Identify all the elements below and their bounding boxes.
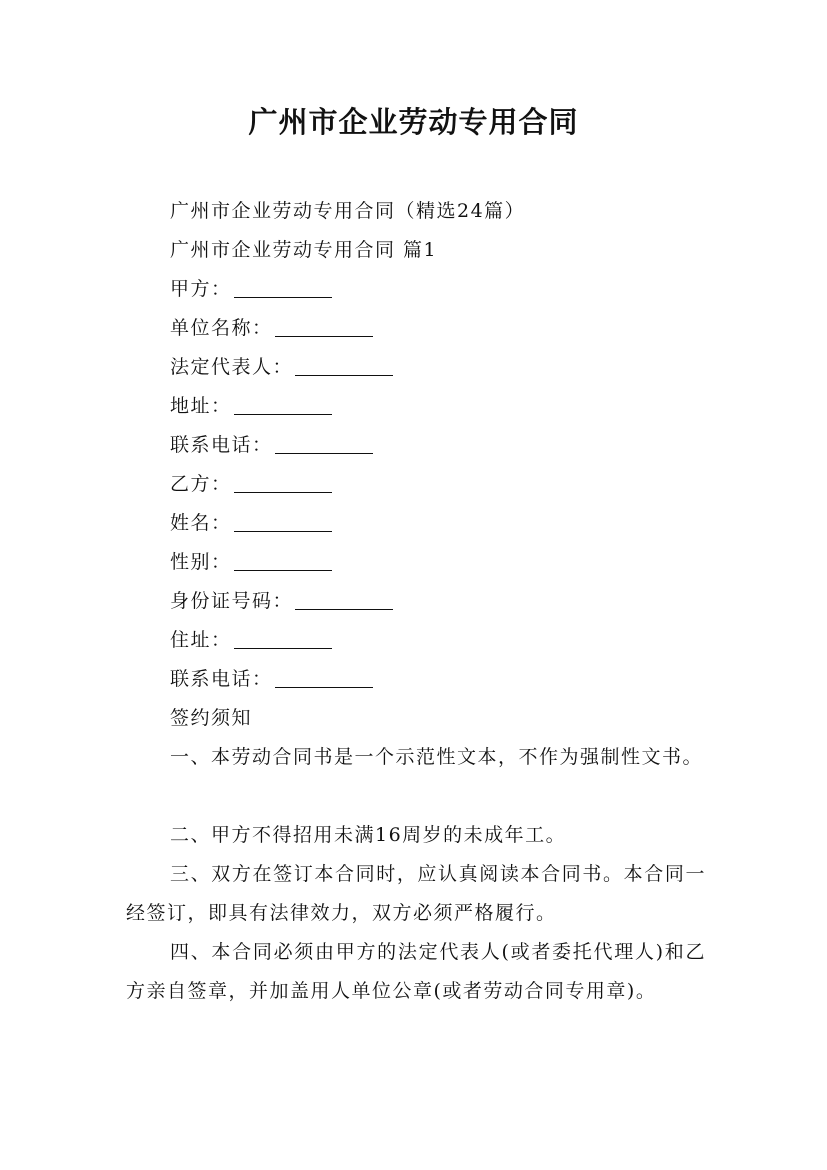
party-b-phone-label: 联系电话： — [170, 668, 273, 690]
fill-blank — [275, 318, 373, 337]
unit-name-field — [170, 314, 373, 342]
notice-item: 四、本合同必须由甲方的法定代表人(或者委托代理人)和乙方亲自签章，并加盖用人单位公章(或者劳动合同专用章)。 — [126, 941, 706, 1002]
legal-rep-field — [170, 353, 393, 381]
gender-label: 性别： — [170, 551, 232, 573]
fill-blank — [275, 435, 373, 454]
party-b-address-field — [170, 626, 332, 654]
fill-blank — [295, 591, 393, 610]
party-a-phone-field — [170, 431, 373, 459]
party-a-label: 甲方： — [170, 278, 232, 300]
party-b-phone-field — [170, 665, 373, 693]
party-a-address-field — [170, 392, 332, 420]
fill-blank — [234, 474, 332, 493]
party-a-phone-label: 联系电话： — [170, 434, 273, 456]
id-number-field — [170, 587, 393, 615]
name-label: 姓名： — [170, 512, 232, 534]
fill-blank — [234, 396, 332, 415]
fill-blank — [234, 552, 332, 571]
fill-blank — [234, 513, 332, 532]
party-b-label: 乙方： — [170, 473, 232, 495]
party-a-address-label: 地址： — [170, 395, 232, 417]
party-a-field — [170, 275, 332, 303]
notice-item: 三、双方在签订本合同时，应认真阅读本合同书。本合同一经签订，即具有法律效力，双方必须严格履行。 — [126, 863, 706, 924]
notice-item: 二、甲方不得招用未满16周岁的未成年工。 — [170, 824, 567, 846]
fill-blank — [295, 357, 393, 376]
legal-rep-label: 法定代表人： — [170, 356, 294, 378]
party-b-field — [170, 470, 332, 498]
document-title: 广州市企业劳动专用合同 — [248, 105, 579, 139]
document-subtitle: 广州市企业劳动专用合同（精选24篇） — [170, 200, 526, 222]
fill-blank — [234, 279, 332, 298]
fill-blank — [275, 669, 373, 688]
unit-name-label: 单位名称： — [170, 317, 273, 339]
notice-item: 一、本劳动合同书是一个示范性文本，不作为强制性文书。 — [170, 746, 704, 768]
gender-field — [170, 548, 332, 576]
name-field — [170, 509, 332, 537]
fill-blank — [234, 630, 332, 649]
party-b-address-label: 住址： — [170, 629, 232, 651]
notice-heading: 签约须知 — [170, 707, 253, 729]
section-heading: 广州市企业劳动专用合同 篇1 — [170, 239, 438, 261]
id-number-label: 身份证号码： — [170, 590, 294, 612]
